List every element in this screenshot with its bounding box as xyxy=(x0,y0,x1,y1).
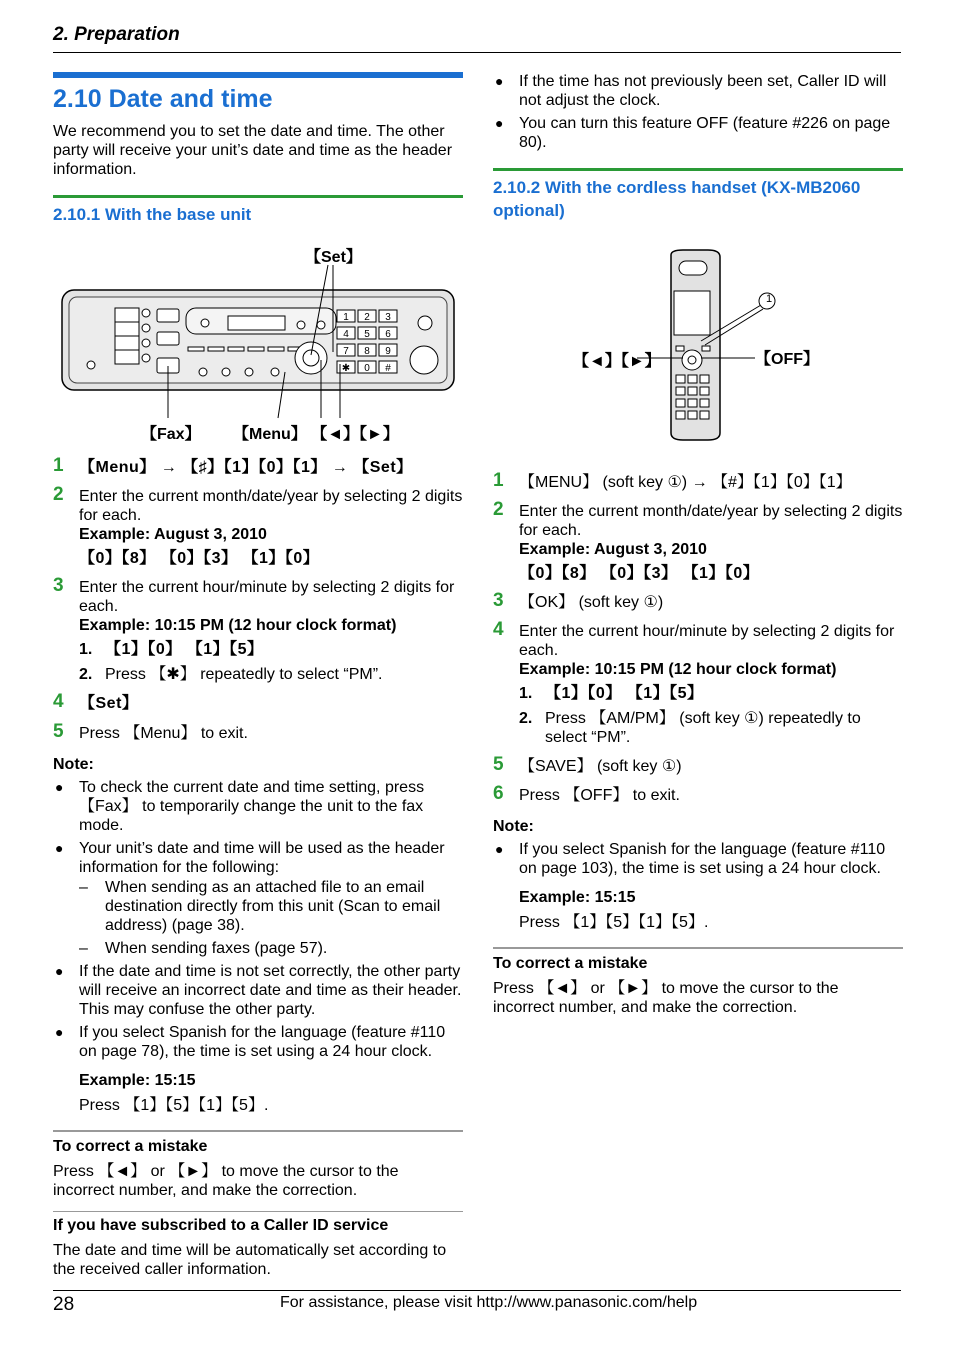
sub-step-number: 1. xyxy=(519,685,533,702)
bullet-icon: ● xyxy=(495,841,504,857)
subsection-rule xyxy=(53,195,463,198)
base-step xyxy=(53,575,463,684)
step-text: Press 【OFF】 to exit. xyxy=(519,787,680,804)
fax-button-label: 【Fax】 xyxy=(141,426,201,443)
step-example: Example: 10:15 PM (12 hour clock format) xyxy=(79,617,397,634)
handset-step xyxy=(493,619,903,747)
step-number: 4 xyxy=(53,691,64,712)
example-24h-keys: Press 【1】【5】【1】【5】. xyxy=(519,914,709,931)
step-example: Example: 10:15 PM (12 hour clock format) xyxy=(519,661,837,678)
step-text: Press 【Menu】 to exit. xyxy=(79,725,248,742)
svg-text:4: 4 xyxy=(343,329,349,340)
sub-step-text: Press 【✱】 repeatedly to select “PM”. xyxy=(105,666,383,683)
handset-step xyxy=(493,783,903,805)
handset-step xyxy=(493,754,903,776)
step-number: 2 xyxy=(493,499,504,520)
example-24h: Example: 15:15 xyxy=(79,1072,196,1089)
step-text: Enter the current month/date/year by selecting 2 digits for each. xyxy=(519,503,903,539)
divider xyxy=(493,947,903,949)
dash-icon: – xyxy=(79,940,88,957)
base-steps xyxy=(53,455,463,1279)
note-item xyxy=(53,839,463,877)
note-title: Note: xyxy=(53,756,94,773)
svg-text:5: 5 xyxy=(364,329,370,340)
step-keys: 【Set】 xyxy=(79,695,139,712)
example-24h: Example: 15:15 xyxy=(519,889,636,906)
correct-title: To correct a mistake xyxy=(53,1138,208,1155)
bullet-icon: ● xyxy=(55,1024,64,1040)
note-title: Note: xyxy=(493,818,534,835)
step-text: 【SAVE】 (soft key ①) xyxy=(519,758,682,775)
callerid-title: If you have subscribed to a Caller ID service xyxy=(53,1217,389,1234)
subsection-rule xyxy=(493,168,903,171)
handset-step xyxy=(493,499,903,583)
example-24h-keys: Press 【1】【5】【1】【5】. xyxy=(79,1097,269,1114)
sub-step xyxy=(519,684,903,703)
step-number: 2 xyxy=(53,484,64,505)
step-text: 【OK】 (soft key ①) xyxy=(519,594,664,611)
base-unit-heading: 2.10.1 With the base unit xyxy=(53,205,252,224)
base-step xyxy=(53,484,463,568)
sub-step xyxy=(79,665,463,684)
note-text: If you select Spanish for the language (feature #110 on page 78), the time is set using a 24 hour clock. xyxy=(79,1024,446,1060)
base-unit-illustration xyxy=(53,240,463,445)
sub-step-text: 【1】【0】 【1】【5】 xyxy=(545,685,704,702)
step-number: 6 xyxy=(493,783,504,804)
base-step xyxy=(53,721,463,743)
svg-text:2: 2 xyxy=(364,312,370,323)
header-rule xyxy=(53,52,901,53)
handset-figure xyxy=(493,245,903,445)
step-example: Example: August 3, 2010 xyxy=(79,526,267,543)
off-key-label: 【OFF】 xyxy=(755,351,819,368)
step-keys: 【Menu】 → 【♯】【1】【0】【1】 → 【Set】 xyxy=(79,459,413,476)
svg-text:0: 0 xyxy=(364,363,370,374)
handset-illustration xyxy=(493,245,903,445)
left-column xyxy=(53,72,463,226)
note-text: To check the current date and time setting, press 【Fax】 to temporarily change the unit to the fax mode. xyxy=(79,779,425,834)
callout-number: 1 xyxy=(765,293,773,305)
page-title: 2.10 Date and time xyxy=(53,85,273,113)
page-number: 28 xyxy=(53,1294,75,1315)
correct-text: Press 【◄】 or 【►】 to move the cursor to the incorrect number, and make the correction. xyxy=(53,1163,399,1199)
section-header: 2. Preparation xyxy=(53,24,180,45)
handset-step xyxy=(493,470,903,492)
footer-text: For assistance, please visit http://www.panasonic.com/help xyxy=(280,1294,698,1311)
sub-step xyxy=(519,709,903,747)
bullet-icon: ● xyxy=(55,840,64,856)
step-number: 1 xyxy=(53,455,64,476)
note-subitem xyxy=(53,878,463,935)
step-keys: 【0】【8】 【0】【3】 【1】【0】 xyxy=(519,565,760,582)
base-step xyxy=(53,455,463,477)
correct-title: To correct a mistake xyxy=(493,955,648,972)
handset-heading: 2.10.2 With the cordless handset (KX-MB2060 optional) xyxy=(493,178,861,220)
base-step xyxy=(53,691,463,713)
intro-text: We recommend you to set the date and time. The other party will receive your unit’s date and time as the header information. xyxy=(53,123,453,178)
step-keys: 【0】【8】 【0】【3】 【1】【0】 xyxy=(79,550,320,567)
base-unit-figure xyxy=(53,240,463,445)
svg-text:1: 1 xyxy=(343,312,349,323)
step-number: 5 xyxy=(493,754,504,775)
svg-text:#: # xyxy=(385,363,391,374)
svg-text:8: 8 xyxy=(364,346,370,357)
step-text: Enter the current hour/minute by selecting 2 digits for each. xyxy=(519,623,895,659)
set-button-label: 【Set】 xyxy=(305,249,362,266)
handset-step xyxy=(493,590,903,612)
step-number: 5 xyxy=(53,721,64,742)
handset-steps xyxy=(493,470,903,1017)
sub-step xyxy=(79,640,463,659)
note-text: You can turn this feature OFF (feature #226 on page 80). xyxy=(519,115,891,151)
footer-rule xyxy=(53,1290,901,1291)
bullet-icon: ● xyxy=(55,779,64,795)
svg-text:✱: ✱ xyxy=(341,363,351,374)
note-item xyxy=(53,1023,463,1061)
note-text: Your unit’s date and time will be used as the header information for the following: xyxy=(79,840,445,876)
dash-icon: – xyxy=(79,879,88,896)
bullet-icon: ● xyxy=(55,963,64,979)
note-text: If the time has not previously been set, Caller ID will not adjust the clock. xyxy=(519,73,887,109)
note-text: If the date and time is not set correctly, the other party will receive an incorrect date and time as their header. This may confuse the other party. xyxy=(79,963,462,1018)
note-item xyxy=(493,72,903,110)
menu-arrows-label: 【Menu】 【◄】【►】 xyxy=(233,426,399,443)
arrow-keys-label: 【◄】【►】 xyxy=(573,353,661,370)
bullet-icon: ● xyxy=(495,73,504,89)
callerid-text: The date and time will be automatically set according to the received caller information. xyxy=(53,1242,447,1278)
step-number: 1 xyxy=(493,470,504,491)
svg-text:9: 9 xyxy=(385,346,391,357)
note-text: If you select Spanish for the language (feature #110 on page 103), the time is set using a 24 hour clock. xyxy=(519,841,886,877)
bullet-icon: ● xyxy=(495,115,504,131)
note-subitem xyxy=(53,939,463,958)
step-example: Example: August 3, 2010 xyxy=(519,541,707,558)
note-item xyxy=(53,778,463,835)
svg-text:6: 6 xyxy=(385,329,391,340)
step-text: Enter the current month/date/year by selecting 2 digits for each. xyxy=(79,488,463,524)
note-item xyxy=(493,840,903,878)
step-number: 3 xyxy=(53,575,64,596)
note-item xyxy=(53,962,463,1019)
step-number: 3 xyxy=(493,590,504,611)
sub-step-text: Press 【AM/PM】 (soft key ①) repeatedly to select “PM”. xyxy=(545,710,861,746)
sub-step-number: 2. xyxy=(79,666,93,683)
step-number: 4 xyxy=(493,619,504,640)
step-text: 【MENU】 (soft key ①) → 【#】【1】【0】【1】 xyxy=(519,474,852,491)
svg-text:3: 3 xyxy=(385,312,391,323)
svg-text:7: 7 xyxy=(343,346,349,357)
sub-step-number: 2. xyxy=(519,710,533,727)
correct-text: Press 【◄】 or 【►】 to move the cursor to the incorrect number, and make the correction. xyxy=(493,980,839,1016)
divider xyxy=(53,1130,463,1132)
note-subtext: When sending faxes (page 57). xyxy=(105,940,328,957)
sub-step-number: 1. xyxy=(79,641,93,658)
right-column xyxy=(493,72,903,222)
step-text: Enter the current hour/minute by selecting 2 digits for each. xyxy=(79,579,455,615)
sub-step-text: 【1】【0】 【1】【5】 xyxy=(105,641,264,658)
divider xyxy=(53,1211,463,1212)
note-subtext: When sending as an attached file to an email destination directly from this unit (Scan to email address) (page 38). xyxy=(105,879,441,934)
title-bar xyxy=(53,72,463,78)
note-item xyxy=(493,114,903,152)
